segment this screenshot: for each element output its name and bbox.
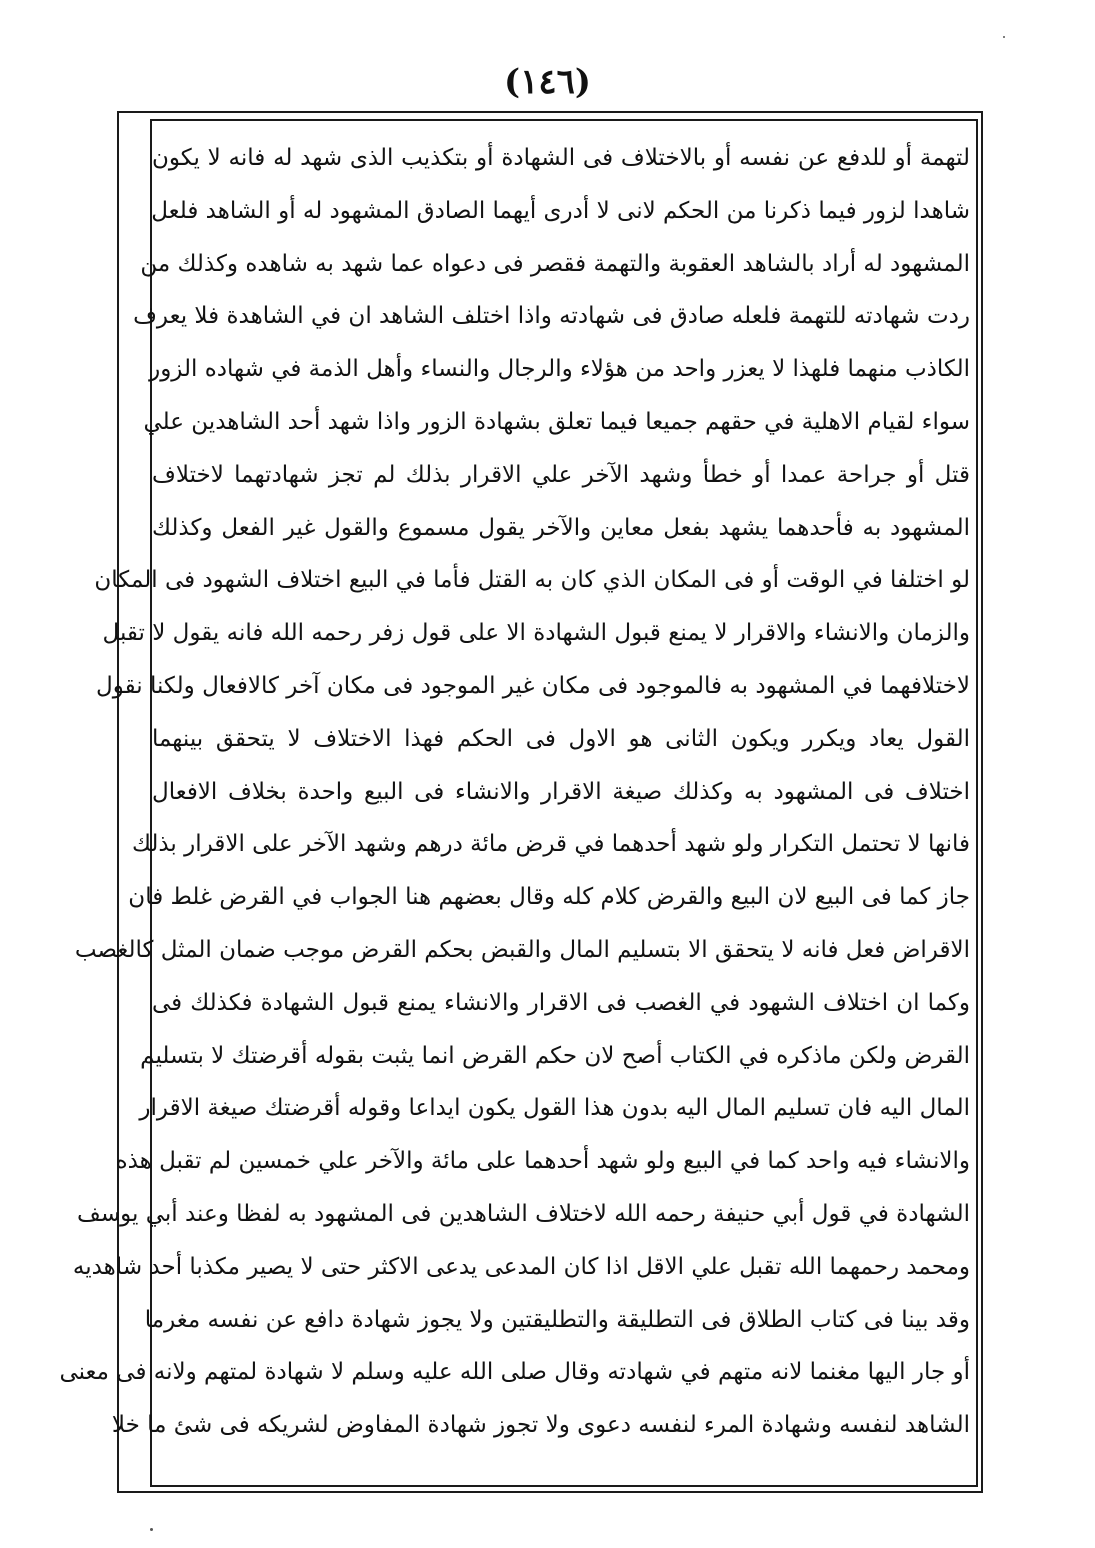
text-line: المال اليه فان تسليم المال اليه بدون هذا القول يكون ايداعا وقوله أقرضتك صيغة الاقرار [139,1095,970,1122]
text-line: جاز كما فى البيع لان البيع والقرض كلام كله وقال بعضهم هنا الجواب في القرض غلط فان [128,884,970,911]
text-line: فانها لا تحتمل التكرار ولو شهد أحدهما في قرض مائة درهم وشهد الآخر على الاقرار بذلك [131,831,970,858]
text-line: شاهدا لزور فيما ذكرنا من الحكم لانى لا أدرى أيهما الصادق المشهود له أو الشاهد فلعل [151,197,970,224]
scan-speck [150,1528,153,1531]
text-line: قتل أو جراحة عمدا أو خطأ وشهد الآخر علي الاقرار بذلك لم تجز شهادتهما لاختلاف [152,461,970,488]
text-line: القول يعاد ويكرر ويكون الثانى هو الاول فى الحكم فهذا الاختلاف لا يتحقق بينهما [152,725,970,752]
page-number: (١٤٦) [504,62,591,102]
text-line: الكاذب منهما فلهذا لا يعزر واحد من هؤلاء والرجال والنساء وأهل الذمة في شهاده الزور [149,356,970,383]
text-line: لاختلافهما في المشهود به فالموجود فى مكان غير الموجود فى مكان آخر كالافعال ولكنا نقول [96,672,970,699]
text-line: اختلاف فى المشهود به وكذلك صيغة الاقرار والانشاء فى البيع واحدة بخلاف الافعال [152,778,970,805]
text-line: والزمان والانشاء والاقرار لا يمنع قبول الشهادة الا على قول زفر رحمه الله فانه يقول لا تقبل [102,620,970,647]
text-line: سواء لقيام الاهلية في حقهم جميعا فيما تعلق بشهادة الزور واذا شهد أحد الشاهدين علي [143,408,970,435]
body-text [59,132,970,1452]
text-line: لو اختلفا في الوقت أو فى المكان الذي كان به القتل فأما في البيع اختلاف الشهود فى المكان [94,567,970,594]
text-line: لتهمة أو للدفع عن نفسه أو بالاختلاف فى الشهادة أو بتكذيب الذى شهد له فانه لا يكون [152,145,970,171]
text-line: أو جار اليها مغنما لانه متهم في شهادته وقال صلى الله عليه وسلم لا شهادة لمتهم ولانه فى معنى [59,1359,970,1386]
text-line: والانشاء فيه واحد كما في البيع ولو شهد أحدهما على مائة والآخر علي خمسين لم تقبل هذه [115,1148,970,1175]
text-line: ومحمد رحمهما الله تقبل علي الاقل اذا كان المدعى يدعى الاكثر حتى لا يصير مكذبا أحد شاهديه [72,1253,970,1280]
text-line: المشهود به فأحدهما يشهد بفعل معاين والآخر يقول مسموع والقول غير الفعل وكذلك [152,514,970,541]
text-line: وكما ان اختلاف الشهود في الغصب فى الاقرار والانشاء يمنع قبول الشهادة فكذلك فى [152,989,970,1016]
text-line: الشاهد لنفسه وشهادة المرء لنفسه دعوى ولا تجوز شهادة المفاوض لشريكه فى شئ ما خلا [111,1412,970,1439]
text-line: وقد بينا فى كتاب الطلاق فى التطليقة والتطليقتين ولا يجوز شهادة دافع عن نفسه مغرما [144,1306,970,1333]
text-line: الاقراض فعل فانه لا يتحقق الا بتسليم المال والقبض بحكم القرض موجب ضمان المثل كالغصب [74,936,970,963]
scan-speck [1003,36,1005,38]
text-line: الشهادة في قول أبي حنيفة رحمه الله لاختلاف الشاهدين فى المشهود به لفظا وعند أبي يوسف [77,1200,970,1227]
text-line: المشهود له أراد بالشاهد العقوبة والتهمة فقصر فى دعواه عما شهد به شاهده وكذلك من [140,250,970,277]
text-line: ردت شهادته للتهمة فلعله صادق فى شهادته واذا اختلف الشاهد ان في الشاهدة فلا يعرف [133,303,970,330]
text-line: القرض ولكن ماذكره في الكتاب أصح لان حكم القرض انما يثبت بقوله أقرضتك لا بتسليم [140,1042,970,1069]
